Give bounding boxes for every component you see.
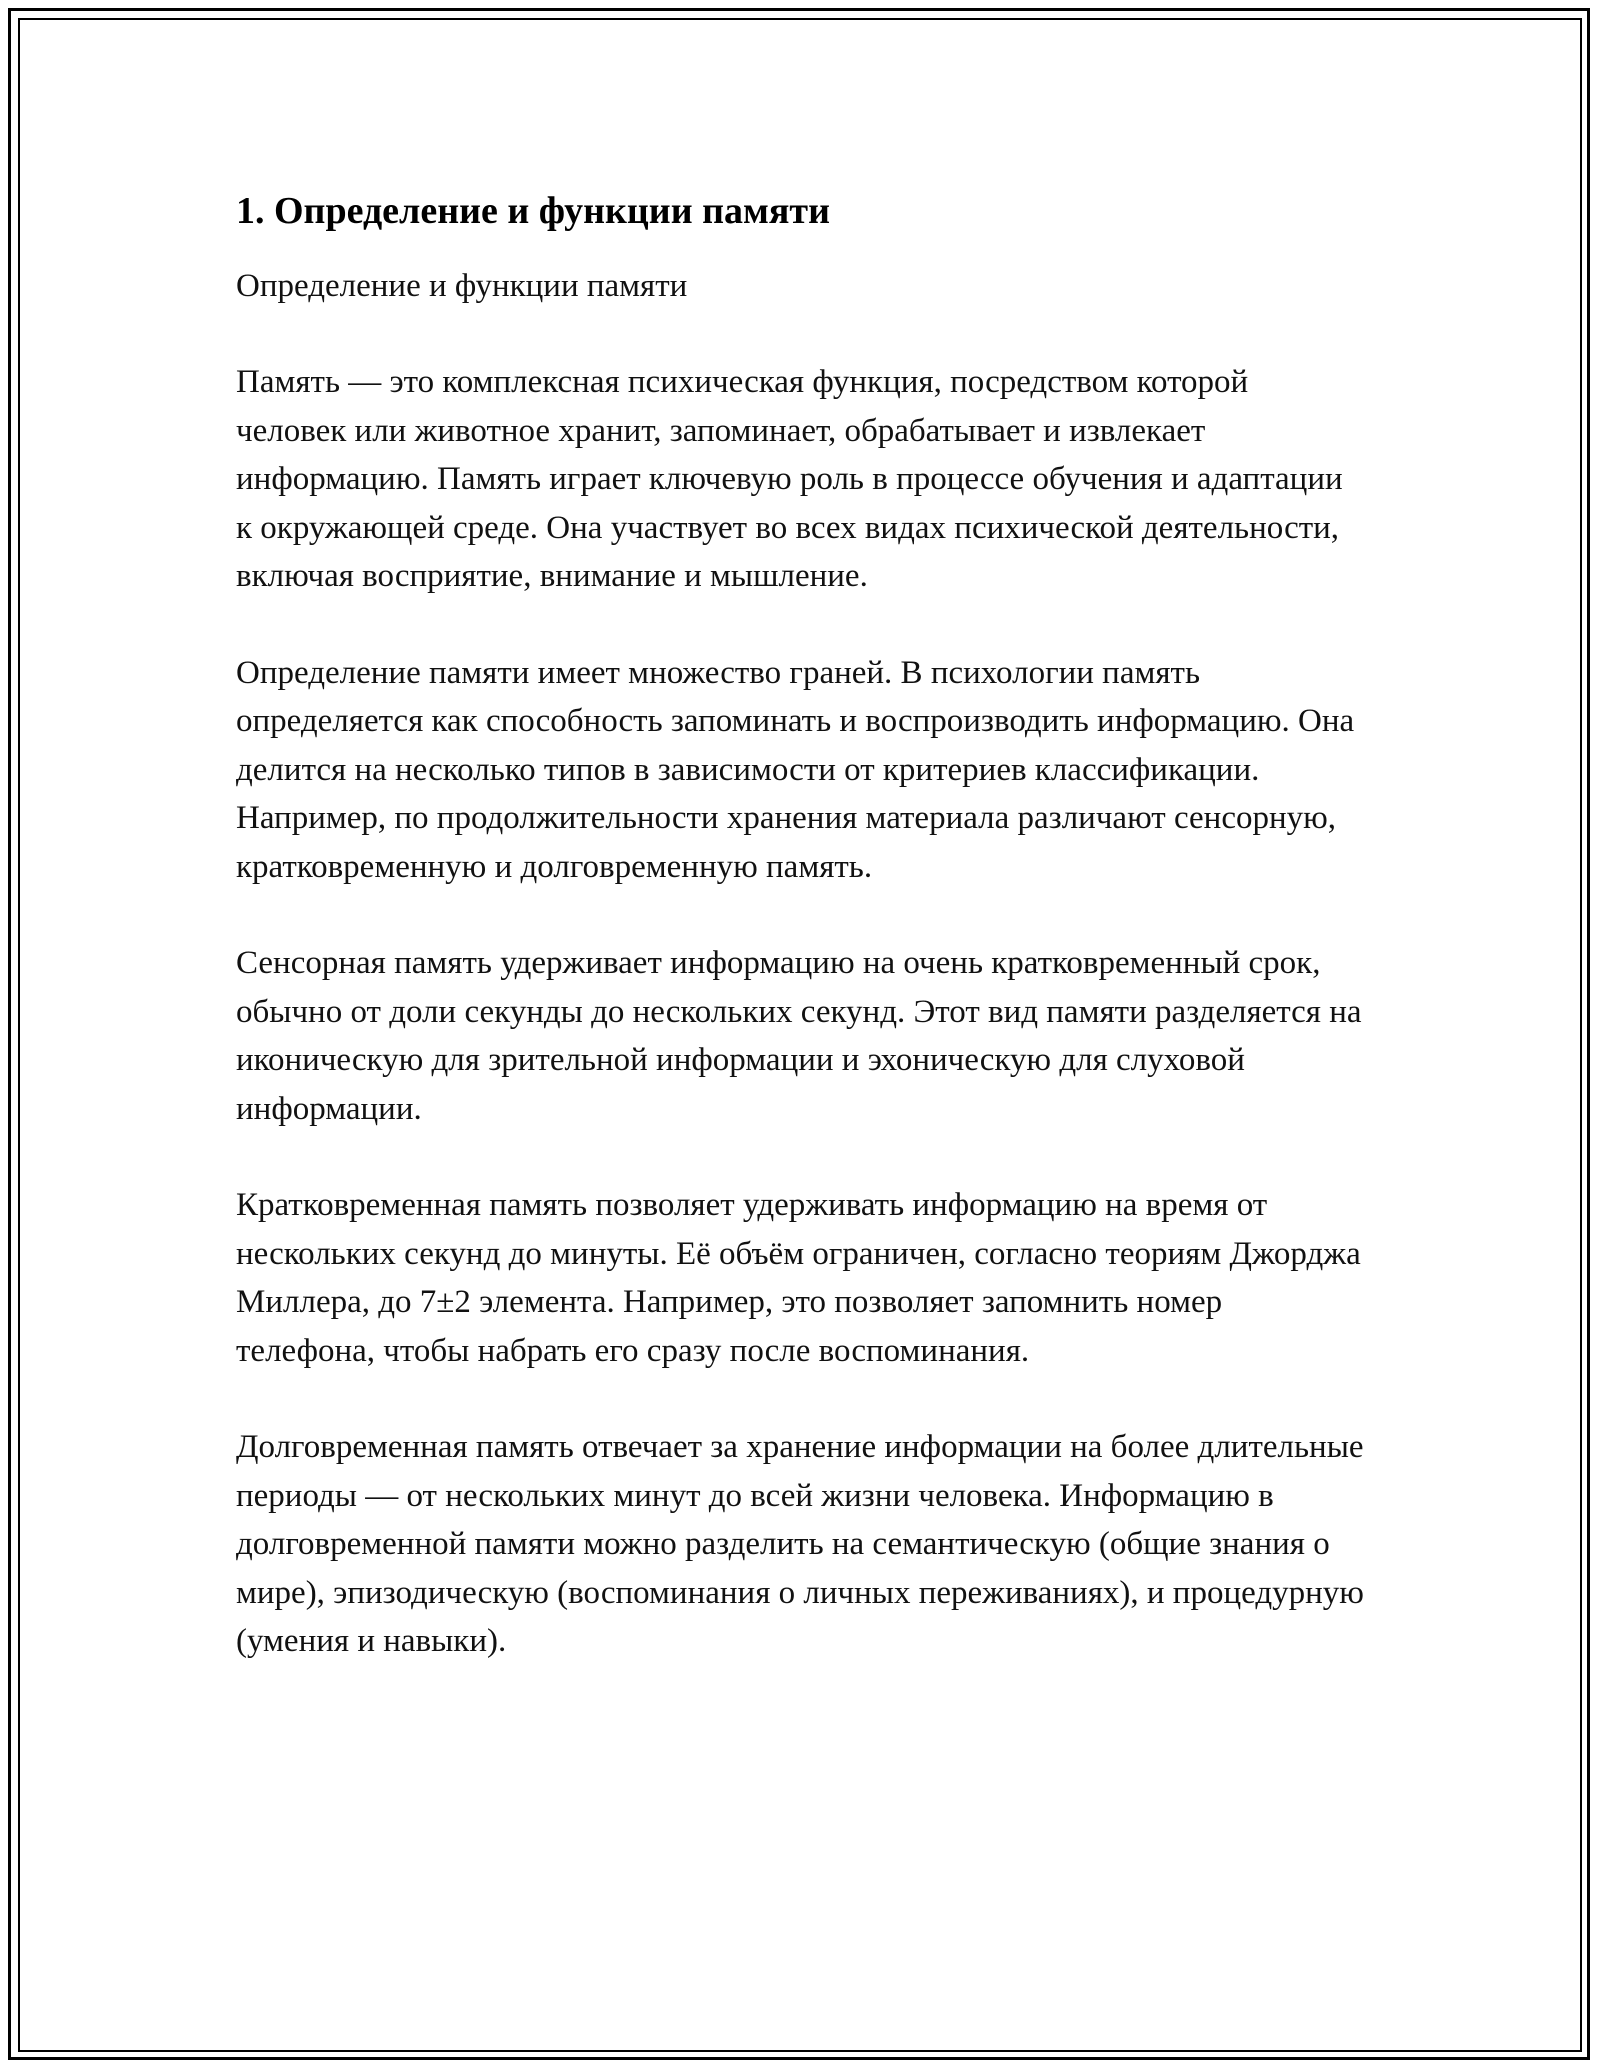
paragraph-sensory-memory: Сенсорная память удерживает информацию на очень кратковременный срок, обычно от доли секунды до нескольких секунд. Этот вид памяти разделяется на иконическую для зрительной информации и эхоническую для слуховой информации. — [236, 945, 1362, 1127]
paragraph-long-term-memory: Долговременная память отвечает за хранение информации на более длительные периоды — от нескольких минут до всей жизни человека. Информацию в долговременной памяти можно разделить на семантическую (общие знания о мире), эпизодическую (воспоминания о личных переживаниях), и процедурную (умения и навыки). — [236, 1429, 1364, 1659]
paragraph-short-term-memory: Кратковременная память позволяет удерживать информацию на время от нескольких секунд до минуты. Её объём ограничен, согласно теориям Джорджа Миллера, до 7±2 элемента. Например, это позволяет запомнить номер телефона, чтобы набрать его сразу после воспоминания. — [236, 1187, 1361, 1369]
section-subtitle: Определение и функции памяти — [236, 268, 688, 304]
section-heading: 1. Определение и функции памяти — [236, 190, 830, 232]
paragraph-memory-definition: Память — это комплексная психическая функция, посредством которой человек или животное хранит, запоминает, обрабатывает и извлекает информацию. Память играет ключевую роль в процессе обучения и адаптации к окружающей среде. Она участвует во всех видах психической деятельности, включая восприятие, внимание и мышление. — [236, 364, 1343, 594]
document-body — [236, 186, 1366, 1666]
paragraph-memory-types: Определение памяти имеет множество граней. В психологии память определяется как способность запоминать и воспроизводить информацию. Она делится на несколько типов в зависимости от критериев классификации. Например, по продолжительности хранения материала различают сенсорную, кратковременную и долговременную память. — [236, 654, 1355, 885]
